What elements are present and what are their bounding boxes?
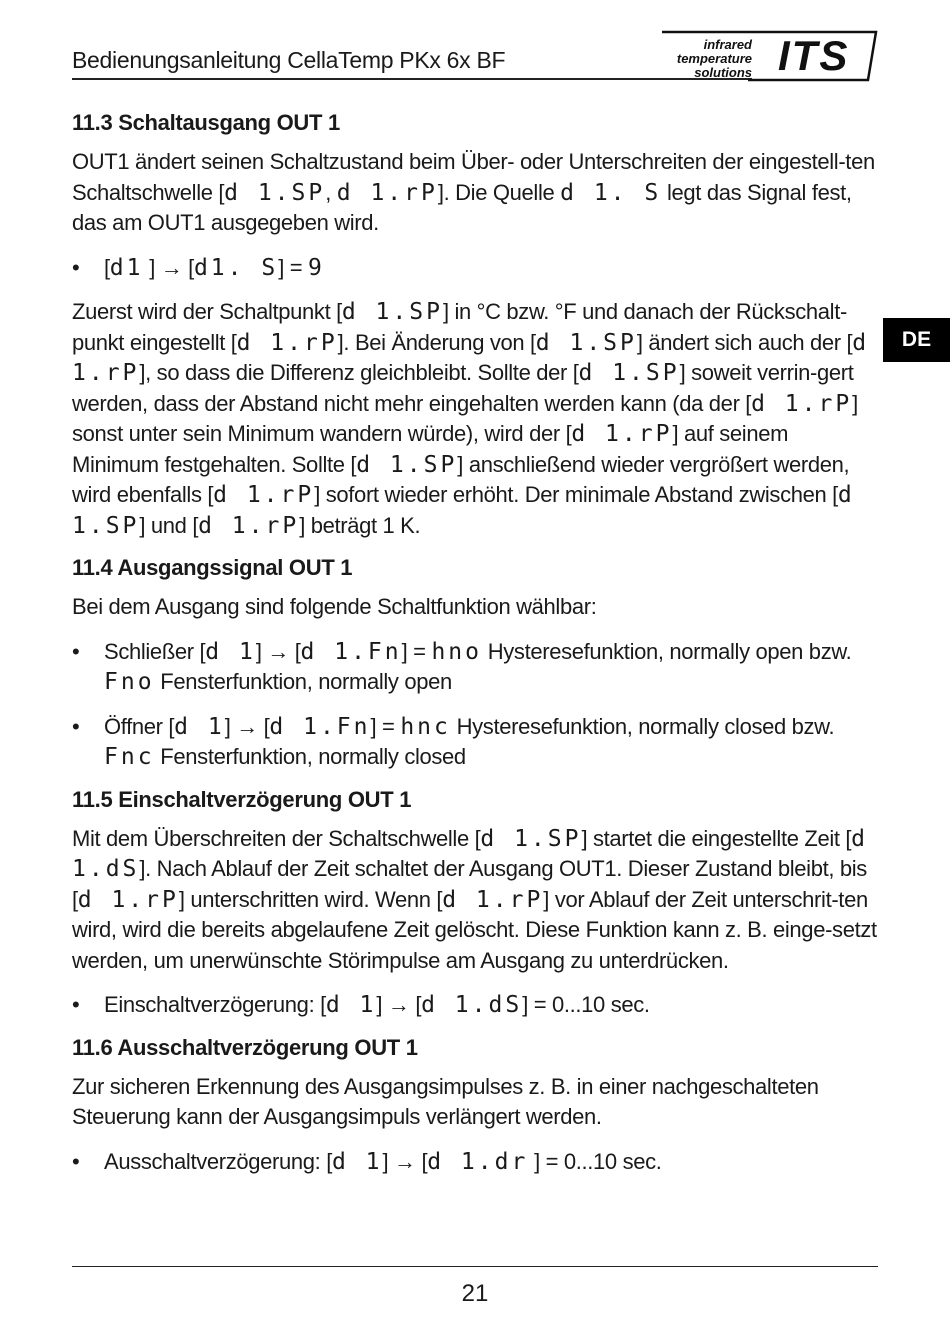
list-11-4 — [72, 637, 880, 773]
paragraph-11-3-intro — [72, 147, 880, 239]
text-run: Hysteresefunktion, normally closed bzw. — [450, 713, 835, 739]
main-content — [72, 100, 880, 1191]
display-code: d 1.Fn — [269, 713, 371, 740]
section-heading-11-3: 11.3 Schaltausgang OUT 1 — [72, 110, 340, 135]
paragraph-11-6: Zur sicheren Erkennung des Ausgangsimpulses z. B. in einer nachgeschalteten Steuerung kann der Ausgangsimpuls verlängert werden. — [72, 1073, 819, 1129]
list-item — [72, 253, 880, 284]
display-code: d 1 — [331, 1148, 383, 1175]
text-run: ]. Die Quelle — [437, 179, 561, 205]
text-run: ] unterschritten wird. Wenn [ — [178, 886, 443, 912]
display-code: d 1.Fn — [300, 638, 402, 665]
text-run: Fensterfunktion, normally open — [154, 669, 452, 694]
header-rule — [72, 78, 752, 80]
text-run: ], so dass die Differenz gleichbleibt. Sollte der [ — [139, 360, 579, 385]
paragraph-11-5 — [72, 824, 880, 977]
text-run: ] = — [278, 254, 308, 280]
text-run: ] beträgt 1 K. — [299, 512, 421, 538]
text-run: ] → [ — [376, 992, 422, 1017]
text-run: ] startet die eingestellte Zeit [ — [581, 825, 852, 851]
logo-line-2: temperature — [676, 51, 752, 66]
paragraph-11-3-detail — [72, 297, 880, 541]
display-code: d1 — [109, 254, 144, 281]
list-11-5 — [72, 990, 880, 1021]
footer-rule — [72, 1266, 878, 1267]
page-number: 21 — [461, 1280, 489, 1307]
display-code: Fno — [104, 669, 155, 695]
text-run: ] soweit verrin-gert werden, dass der Abstand nicht mehr eingehalten werden kann (da der [ — [72, 360, 854, 416]
text-run: legt das Signal fest, das am OUT1 ausgegeben wird. — [72, 179, 852, 235]
display-code: d 1.rP — [336, 179, 438, 206]
logo-brand: ITS — [778, 32, 850, 79]
text-run: ] auf seinem Minimum festgehalten. Sollte [ — [72, 421, 789, 477]
text-run: Fensterfunktion, normally closed — [154, 744, 466, 769]
display-code: d 1 — [174, 713, 225, 740]
display-code: d1. S — [193, 254, 279, 281]
page-header — [72, 30, 880, 82]
display-code: d 1.rP — [236, 329, 338, 356]
display-code: d 1 — [325, 992, 377, 1018]
text-run: ] = — [370, 713, 401, 739]
display-code: Fnc — [104, 744, 155, 770]
text-run: , — [325, 179, 337, 205]
list-item — [72, 1147, 880, 1178]
text-run: Ausschaltverzögerung: [ — [104, 1148, 332, 1174]
header-title: Bedienungsanleitung CellaTemp PKx 6x BF — [72, 47, 506, 73]
display-code: d 1.SP — [72, 482, 855, 539]
display-code: d 1.rP — [751, 390, 853, 417]
display-code: d 1.dS — [72, 825, 869, 882]
text-run: ] → [ — [382, 1148, 428, 1174]
display-code: d 1.rP — [213, 482, 315, 508]
display-code: d 1.rP — [77, 886, 179, 913]
list-item — [72, 712, 880, 773]
text-run: Zuerst wird der Schaltpunkt [ — [72, 299, 342, 324]
text-run: ] und [ — [139, 512, 199, 538]
list-11-6 — [72, 1147, 880, 1178]
list-11-3 — [72, 253, 880, 284]
text-run: ] = 0...10 sec. — [522, 992, 650, 1017]
section-heading-11-4: 11.4 Ausgangssignal OUT 1 — [72, 555, 353, 580]
text-run: [ — [104, 254, 110, 280]
display-code: d 1.rP — [571, 421, 673, 447]
text-run: ] = — [401, 638, 432, 664]
display-code: d 1.SP — [480, 825, 582, 852]
text-run: Einschaltverzögerung: [ — [104, 992, 326, 1017]
language-tab-de: DE — [883, 318, 950, 362]
display-code: d 1.dr — [427, 1148, 529, 1175]
display-code: d 1.SP — [578, 360, 680, 386]
text-run: Schließer [ — [104, 638, 206, 664]
text-run: ] → [ — [255, 638, 301, 664]
text-run: ]. Nach Ablauf der Zeit schaltet der Ausgang OUT1. Dieser Zustand bleibt, bis [ — [72, 856, 867, 912]
display-code: d 1.SP — [224, 179, 326, 206]
text-run: Mit dem Überschreiten der Schaltschwelle [ — [72, 825, 481, 851]
display-code: d 1.rP — [198, 512, 300, 539]
display-code: hno — [431, 638, 482, 665]
list-item — [72, 990, 880, 1021]
text-run: Hysteresefunktion, normally open bzw. — [481, 638, 852, 664]
text-run: ] → [ — [224, 713, 270, 739]
text-run: ] anschließend wieder vergrößert werden, wird ebenfalls [ — [72, 451, 850, 507]
display-code: d 1.SP — [356, 451, 458, 478]
text-run: ] ändert sich auch der [ — [636, 329, 853, 355]
display-code: d 1.SP — [535, 329, 637, 356]
display-code: 9 — [307, 254, 325, 281]
display-code: d 1. S — [560, 179, 662, 206]
text-run: ] in °C bzw. °F und danach der Rückschalt-punkt eingestellt [ — [72, 299, 847, 355]
text-run: OUT1 ändert seinen Schaltzustand beim Über- oder Unterschreiten der eingestell-ten Schaltschwelle [ — [72, 149, 875, 205]
text-run: ] → [ — [143, 254, 194, 280]
logo-line-3: solutions — [694, 65, 752, 80]
text-run: ] sofort wieder erhöht. Der minimale Abstand zwischen [ — [314, 482, 838, 507]
display-code: d 1.rP — [72, 329, 870, 386]
display-code: d 1.rP — [442, 886, 544, 913]
list-item — [72, 637, 880, 698]
text-run: Öffner [ — [104, 713, 175, 739]
display-code: d 1.dS — [421, 992, 523, 1018]
text-run: ] vor Ablauf der Zeit unterschrit-ten wird, wird die bereits abgelaufene Zeit gelöscht. Diese Funktion kann z. B. einge-setzt werden, um unerwünschte Störimpulse am Ausgang zu unterdrücken. — [72, 886, 877, 973]
display-code: d 1.SP — [341, 299, 443, 325]
display-code: hnc — [400, 713, 451, 740]
display-code: d 1 — [205, 638, 256, 665]
paragraph-11-4-intro: Bei dem Ausgang sind folgende Schaltfunktion wählbar: — [72, 594, 597, 619]
text-run: ]. Bei Änderung von [ — [337, 329, 536, 355]
section-heading-11-5: 11.5 Einschaltverzögerung OUT 1 — [72, 786, 412, 812]
its-logo — [658, 30, 880, 82]
text-run: ] = 0...10 sec. — [528, 1148, 662, 1174]
text-run: ] sonst unter sein Minimum wandern würde), wird der [ — [72, 390, 858, 446]
logo-line-1: infrared — [703, 37, 752, 52]
section-heading-11-6: 11.6 Ausschaltverzögerung OUT 1 — [72, 1034, 418, 1060]
